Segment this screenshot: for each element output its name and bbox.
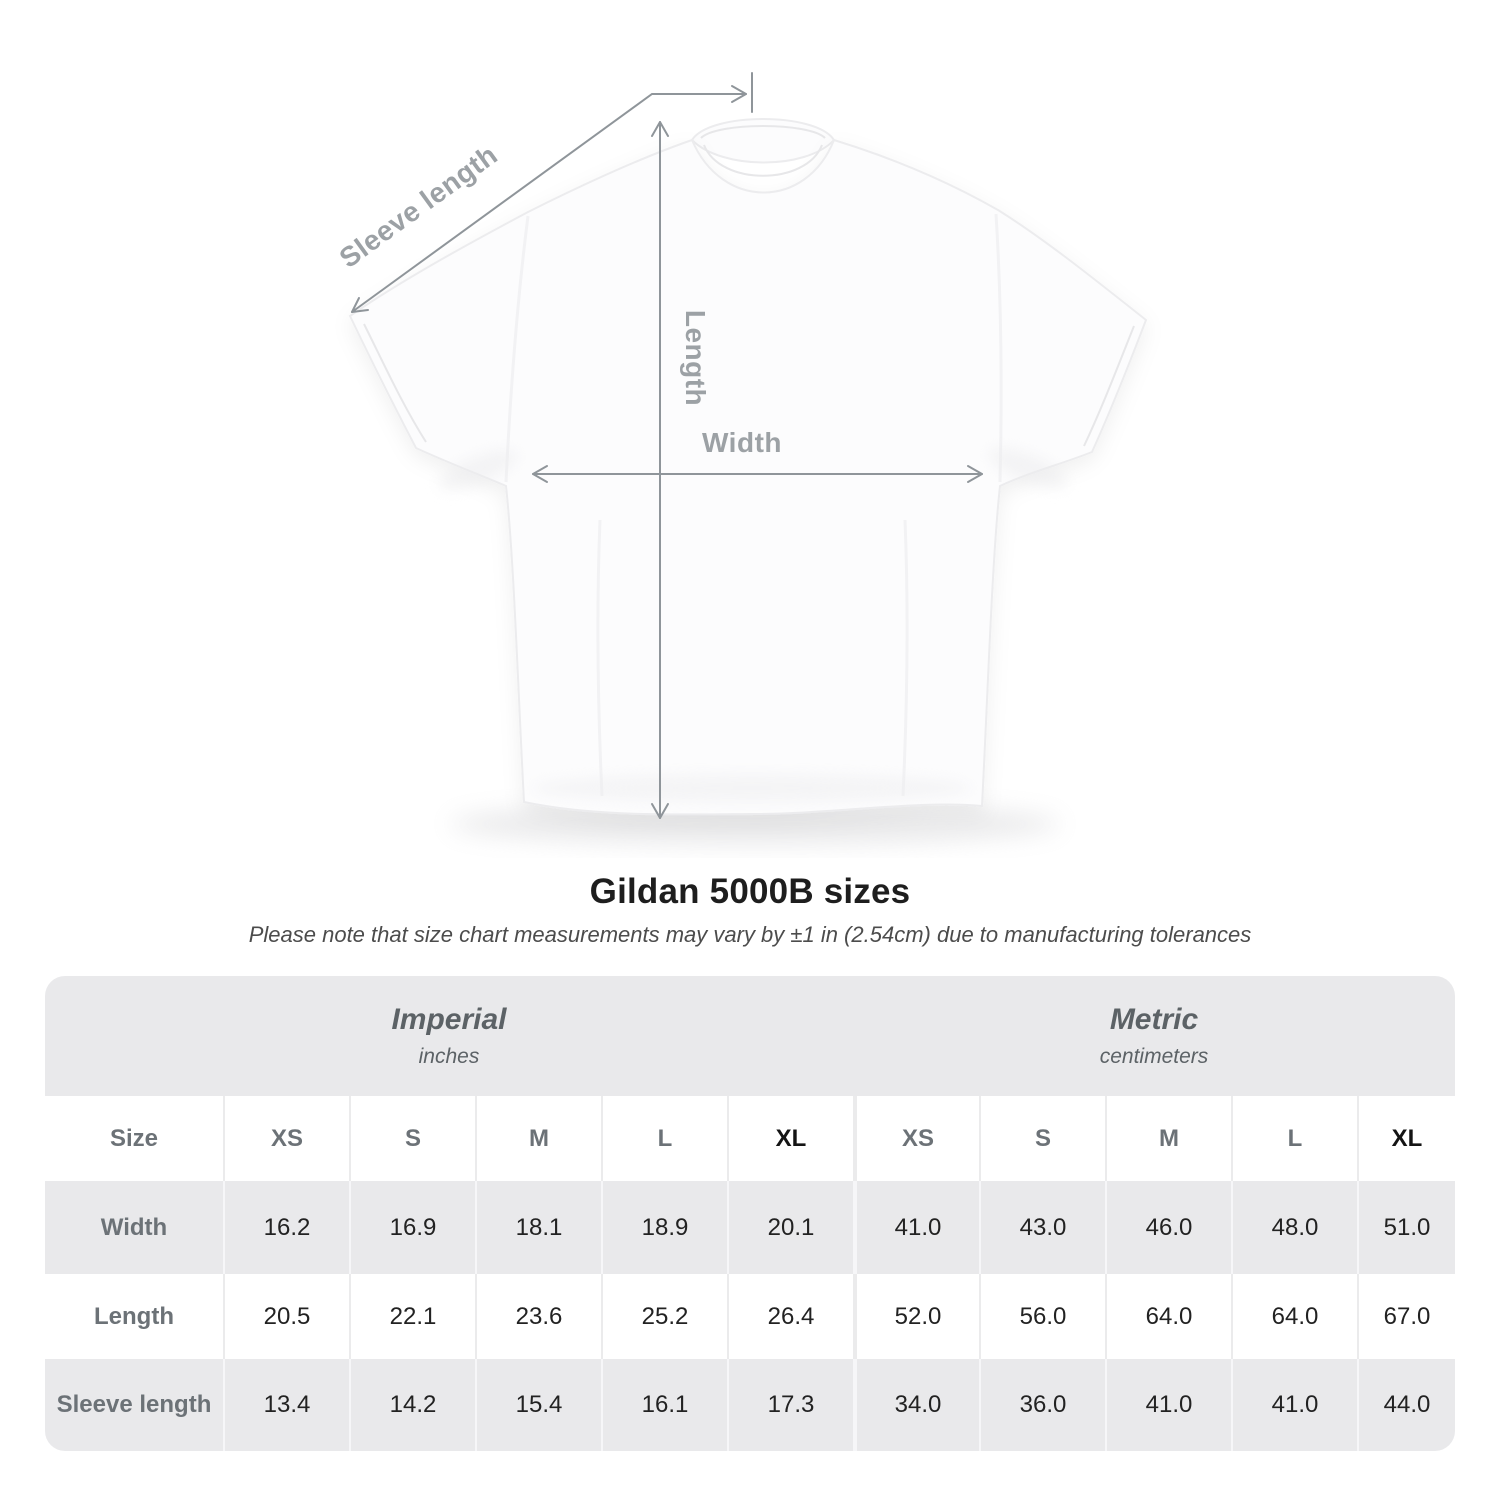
table-cell: 22.1 bbox=[349, 1274, 475, 1359]
table-row-sizes bbox=[45, 1096, 1455, 1181]
table-cell: 34.0 bbox=[853, 1359, 979, 1451]
column-header-s-metric: S bbox=[979, 1096, 1105, 1181]
column-header-m-imperial: M bbox=[475, 1096, 601, 1181]
table-cell: 16.1 bbox=[601, 1359, 727, 1451]
column-header-m-metric: M bbox=[1105, 1096, 1231, 1181]
imperial-section-header bbox=[45, 976, 853, 1096]
width-label: Width bbox=[702, 427, 782, 458]
table-cell: 64.0 bbox=[1105, 1274, 1231, 1359]
table-cell: 15.4 bbox=[475, 1359, 601, 1451]
table-cell: 44.0 bbox=[1357, 1359, 1455, 1451]
table-cell: 14.2 bbox=[349, 1359, 475, 1451]
column-header-xs-metric: XS bbox=[853, 1096, 979, 1181]
column-header-xs-imperial: XS bbox=[223, 1096, 349, 1181]
table-cell: 41.0 bbox=[853, 1181, 979, 1274]
table-cell: 13.4 bbox=[223, 1359, 349, 1451]
row-label-sleeve-length: Sleeve length bbox=[56, 1391, 212, 1418]
imperial-title: Imperial bbox=[391, 1003, 507, 1036]
table-cell: 23.6 bbox=[475, 1274, 601, 1359]
table-cell: 20.5 bbox=[223, 1274, 349, 1359]
table-cell: 52.0 bbox=[853, 1274, 979, 1359]
table-cell: 18.1 bbox=[475, 1181, 601, 1274]
table-cell: 20.1 bbox=[727, 1181, 853, 1274]
table-cell: 51.0 bbox=[1357, 1181, 1455, 1274]
metric-section-header bbox=[853, 976, 1455, 1096]
column-header-l-metric: L bbox=[1231, 1096, 1357, 1181]
table-cell: 26.4 bbox=[727, 1274, 853, 1359]
table-cell: 64.0 bbox=[1231, 1274, 1357, 1359]
table-cell: 41.0 bbox=[1105, 1359, 1231, 1451]
table-cell: 25.2 bbox=[601, 1274, 727, 1359]
tshirt-graphic bbox=[350, 119, 1146, 814]
table-cell: 41.0 bbox=[1231, 1359, 1357, 1451]
table-row-length bbox=[45, 1274, 1455, 1359]
table-row-sleeve-length bbox=[45, 1359, 1455, 1451]
table-cell: 36.0 bbox=[979, 1359, 1105, 1451]
row-label-width: Width bbox=[100, 1213, 168, 1241]
table-cell: 67.0 bbox=[1357, 1274, 1455, 1359]
tolerance-note: Please note that size chart measurements may vary by ±1 in (2.54cm) due to manufacturing tolerances bbox=[248, 922, 1252, 947]
column-header-xl-metric: XL bbox=[1357, 1096, 1455, 1181]
metric-unit: centimeters bbox=[1099, 1045, 1209, 1068]
imperial-unit: inches bbox=[418, 1045, 480, 1068]
column-header-xl-imperial: XL bbox=[727, 1096, 853, 1181]
table-cell: 16.2 bbox=[223, 1181, 349, 1274]
table-row-width bbox=[45, 1181, 1455, 1274]
table-cell: 17.3 bbox=[727, 1359, 853, 1451]
sleeve-length-label: Sleeve length bbox=[333, 138, 504, 274]
length-label: Length bbox=[680, 309, 711, 407]
metric-title: Metric bbox=[1109, 1003, 1199, 1036]
table-cell: 18.9 bbox=[601, 1181, 727, 1274]
column-header-s-imperial: S bbox=[349, 1096, 475, 1181]
hem-shade bbox=[532, 774, 972, 802]
size-column-header: Size bbox=[109, 1124, 159, 1152]
table-cell: 48.0 bbox=[1231, 1181, 1357, 1274]
table-cell: 56.0 bbox=[979, 1274, 1105, 1359]
unit-band bbox=[45, 976, 1455, 1096]
row-label-length: Length bbox=[94, 1302, 174, 1330]
size-chart-title: Gildan 5000B sizes bbox=[589, 872, 911, 911]
table-cell: 16.9 bbox=[349, 1181, 475, 1274]
table-cell: 43.0 bbox=[979, 1181, 1105, 1274]
column-header-l-imperial: L bbox=[601, 1096, 727, 1181]
size-table bbox=[45, 976, 1455, 1451]
table-cell: 46.0 bbox=[1105, 1181, 1231, 1274]
